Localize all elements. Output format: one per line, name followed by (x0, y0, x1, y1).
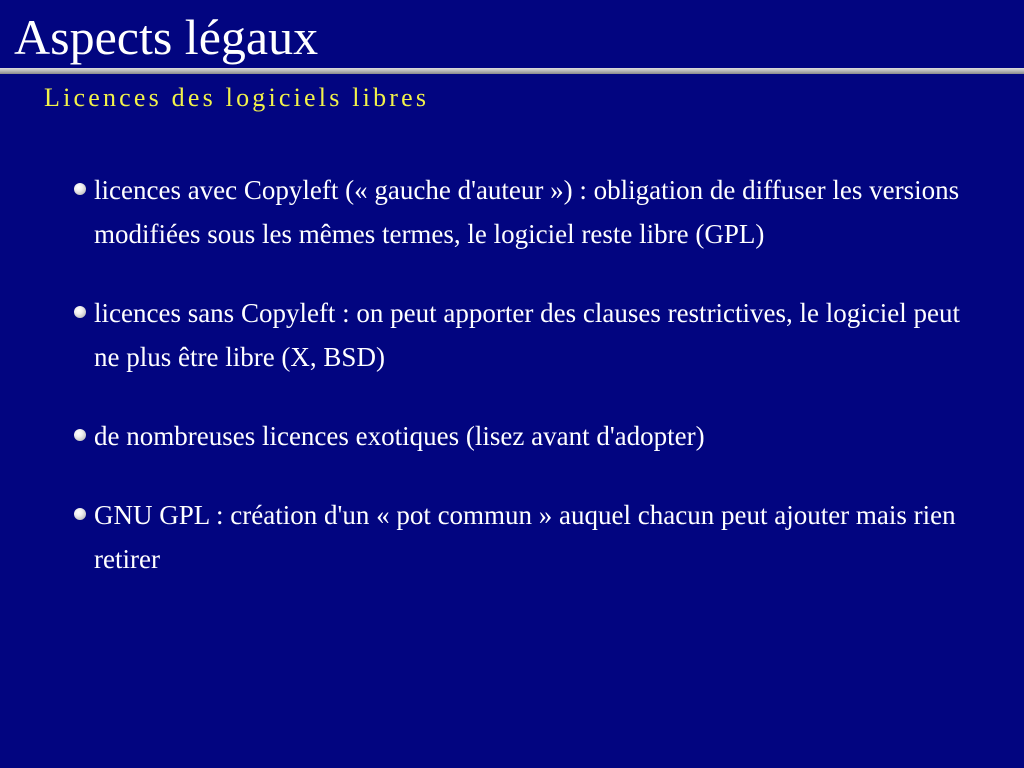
bullet-item-exotic (72, 414, 972, 458)
slide-subtitle: Licences des logiciels libres (44, 83, 430, 112)
slide-title: Aspects légaux (14, 9, 319, 65)
bullet-text: de nombreuses licences exotiques (lisez avant d'adopter) (94, 421, 705, 451)
bullet-dot-icon (74, 183, 86, 195)
bullet-dot-icon (74, 306, 86, 318)
bullet-dot-icon (74, 429, 86, 441)
bullet-list (72, 168, 972, 581)
bullet-item-copyleft (72, 168, 972, 256)
bullet-text: GNU GPL : création d'un « pot commun » auquel chacun peut ajouter mais rien retirer (94, 500, 956, 574)
bullet-text: licences sans Copyleft : on peut apporter des clauses restrictives, le logiciel peut ne plus être libre (X, BSD) (94, 298, 960, 372)
bullet-item-gnu-gpl (72, 493, 972, 581)
title-divider (0, 68, 1024, 74)
bullet-dot-icon (74, 508, 86, 520)
bullet-text: licences avec Copyleft (« gauche d'auteur ») : obligation de diffuser les versions modifiées sous les mêmes termes, le logiciel reste libre (GPL) (94, 175, 960, 249)
bullet-item-no-copyleft (72, 291, 972, 379)
